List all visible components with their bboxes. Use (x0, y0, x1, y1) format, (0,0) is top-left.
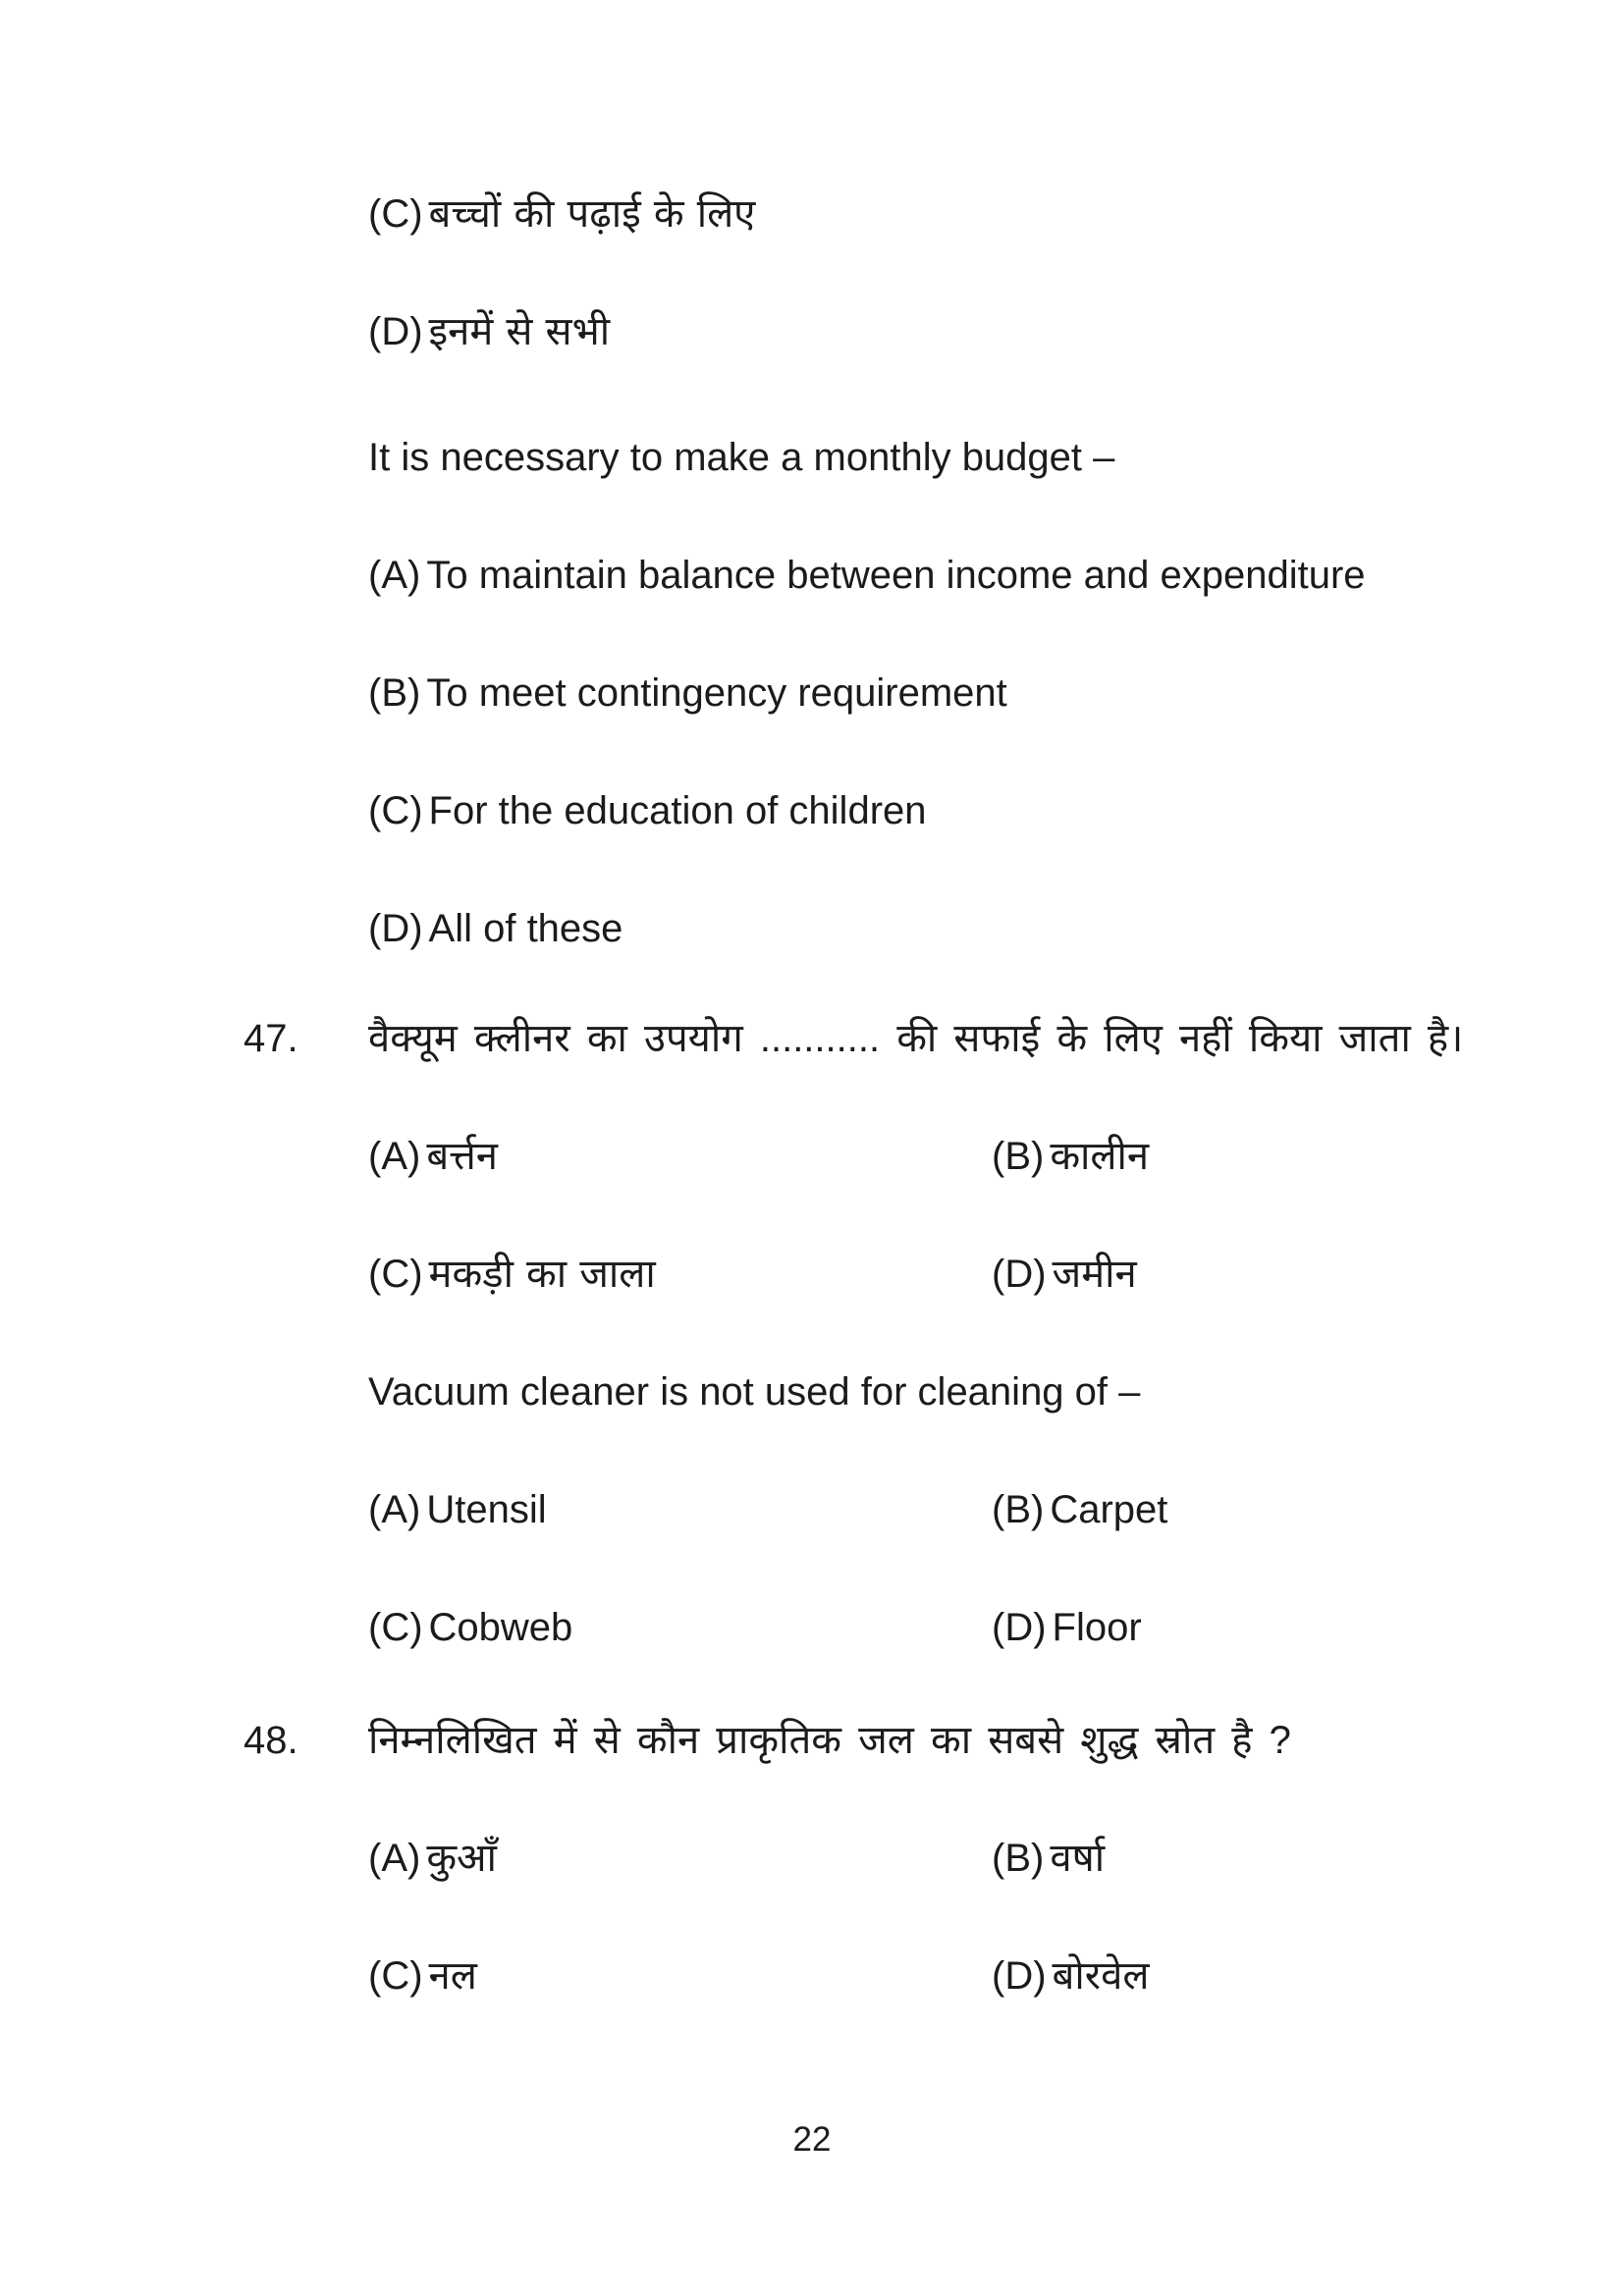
q47-option-b-hindi (992, 1136, 1149, 1177)
option-text: Cobweb (428, 1606, 573, 1649)
q48-option-c-hindi (368, 1955, 477, 1997)
q48-stem-hindi (368, 1720, 1291, 1761)
option-text: बच्चों की पढ़ाई के लिए (428, 192, 756, 236)
option-text: बोरवेल (1052, 1954, 1150, 1998)
option-label: (D) (368, 310, 423, 353)
question-stem-text: It is necessary to make a monthly budget – (368, 436, 1115, 479)
q47-option-d-english (992, 1607, 1142, 1648)
option-label: (A) (368, 1488, 421, 1531)
option-label: (D) (992, 1253, 1047, 1296)
option-label: (D) (368, 907, 423, 950)
question-number-text: 47. (244, 1017, 298, 1060)
option-text: नल (428, 1954, 477, 1998)
q46-option-b-english (368, 672, 1007, 714)
option-text: All of these (428, 907, 623, 950)
option-text: Floor (1052, 1606, 1142, 1649)
option-label: (B) (368, 671, 421, 715)
option-label: (A) (368, 554, 421, 597)
option-label: (A) (368, 1135, 421, 1178)
q47-number (244, 1018, 298, 1059)
option-text: To maintain balance between income and expenditure (426, 554, 1366, 597)
option-label: (D) (992, 1606, 1047, 1649)
q46-option-c-english (368, 790, 927, 831)
q47-option-b-english (992, 1489, 1167, 1530)
q47-option-c-hindi (368, 1254, 656, 1295)
question-number-text: 48. (244, 1719, 298, 1762)
q46-option-d-english (368, 908, 623, 949)
q47-option-c-english (368, 1607, 572, 1648)
q47-stem-english (368, 1371, 1140, 1413)
option-text: Utensil (426, 1488, 547, 1531)
option-label: (A) (368, 1837, 421, 1880)
q48-number (244, 1720, 298, 1761)
q46-stem-english (368, 437, 1114, 478)
q48-option-a-hindi (368, 1838, 497, 1879)
option-text: To meet contingency requirement (426, 671, 1007, 715)
option-label: (B) (992, 1488, 1045, 1531)
option-label: (C) (368, 1253, 423, 1296)
q46-option-a-english (368, 555, 1366, 596)
option-text: इनमें से सभी (428, 310, 611, 353)
question-stem-text: Vacuum cleaner is not used for cleaning of – (368, 1370, 1141, 1414)
q46-option-c-hindi (368, 193, 755, 235)
q46-option-d-hindi (368, 311, 610, 352)
option-label: (C) (368, 1606, 423, 1649)
q47-option-a-english (368, 1489, 547, 1530)
option-label: (C) (368, 1954, 423, 1998)
page-number (0, 2120, 1624, 2160)
option-text: जमीन (1052, 1253, 1137, 1296)
option-text: कालीन (1050, 1135, 1150, 1178)
option-text: कुआँ (426, 1837, 497, 1880)
q48-option-b-hindi (992, 1838, 1105, 1879)
q47-option-a-hindi (368, 1136, 498, 1177)
option-text: मकड़ी का जाला (428, 1253, 656, 1296)
option-label: (B) (992, 1135, 1045, 1178)
page-number-text: 22 (792, 2120, 832, 2159)
option-label: (B) (992, 1837, 1045, 1880)
option-label: (D) (992, 1954, 1047, 1998)
option-text: Carpet (1050, 1488, 1168, 1531)
option-text: For the education of children (428, 789, 927, 832)
option-text: वर्षा (1050, 1837, 1106, 1880)
question-stem-text: वैक्यूम क्लीनर का उपयोग ........... की सफाई के लिए नहीं किया जाता है। (368, 1017, 1464, 1060)
q47-option-d-hindi (992, 1254, 1137, 1295)
q47-stem-hindi (368, 1018, 1463, 1059)
option-label: (C) (368, 192, 423, 236)
option-text: बर्त्तन (426, 1135, 499, 1178)
option-label: (C) (368, 789, 423, 832)
q48-option-d-hindi (992, 1955, 1149, 1997)
question-stem-text: निम्नलिखित में से कौन प्राकृतिक जल का सबसे शुद्ध स्रोत है ? (368, 1719, 1291, 1762)
